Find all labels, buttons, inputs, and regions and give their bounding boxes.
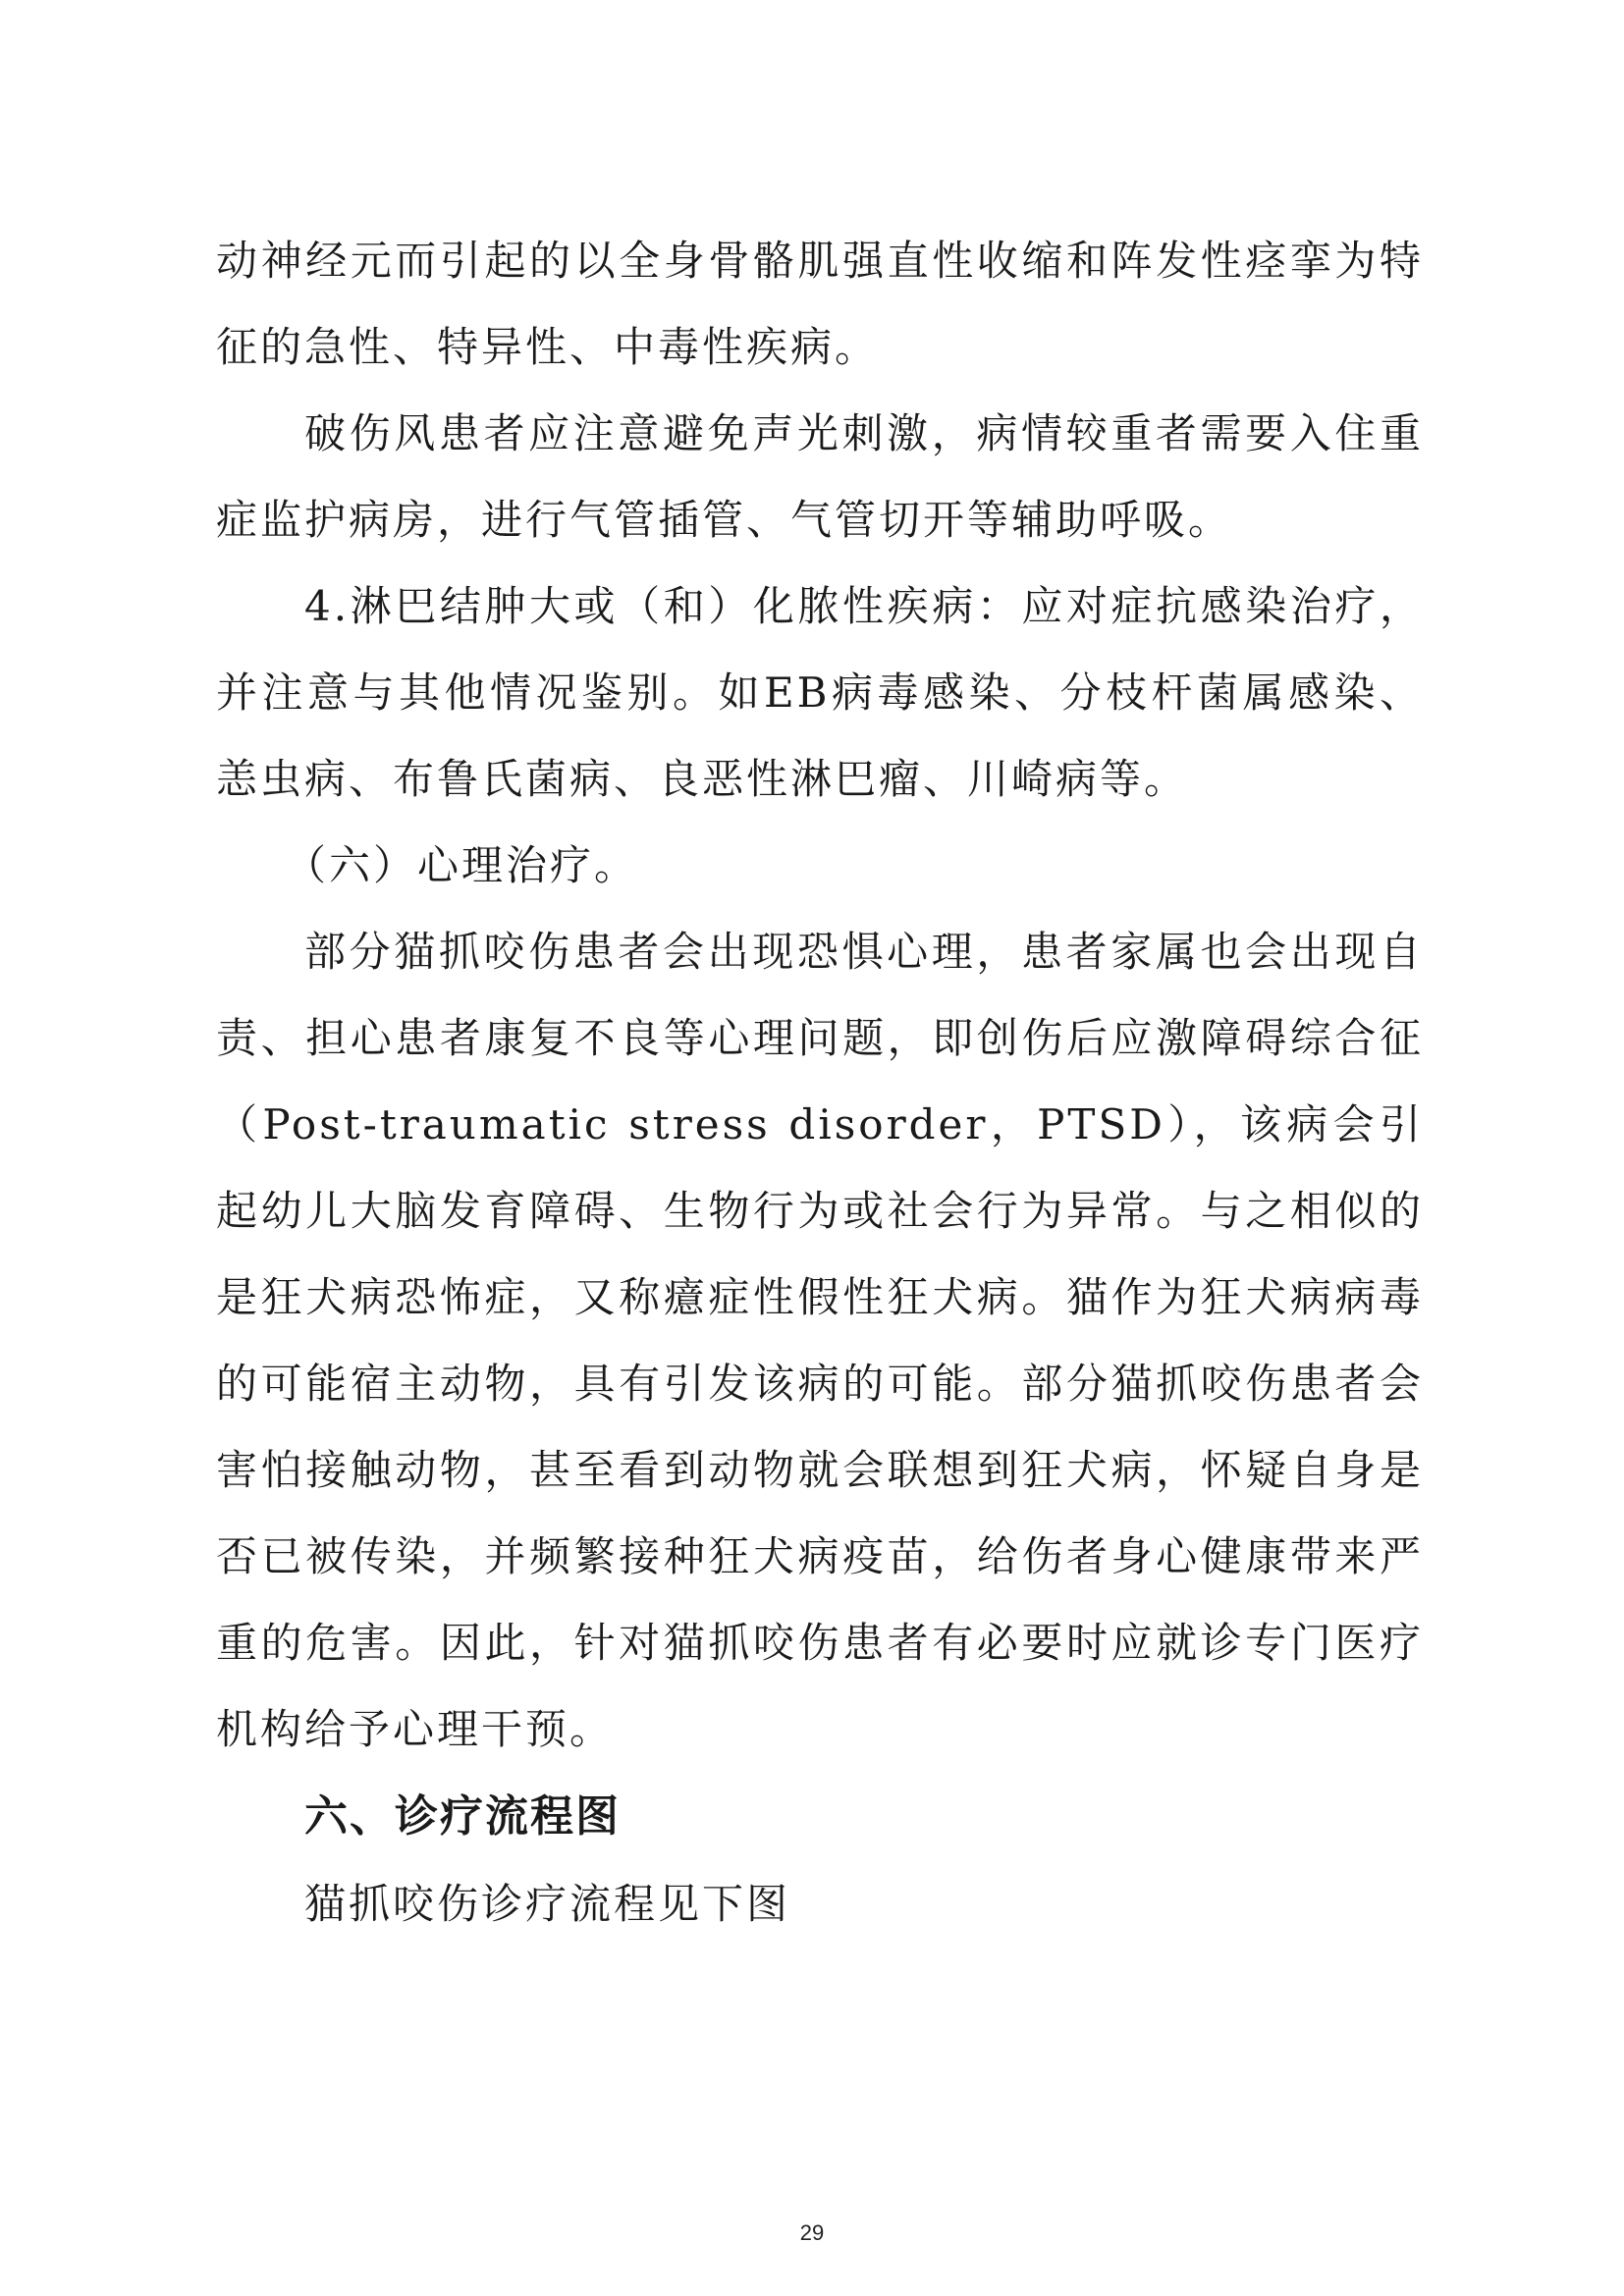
tetanus-care-paragraph: 破伤风患者应注意避免声光刺激，病情较重者需要入住重症监护病房，进行气管插管、气管切开等辅助呼吸。 [216, 409, 1424, 544]
page-number: 29 [799, 2220, 825, 2245]
psychological-treatment-paragraph: 部分猫抓咬伤患者会出现恐惧心理，患者家属也会出现自责、担心患者康复不良等心理问题，即创伤后应激障碍综合征（Post-traumatic stress disorder，PTSD），该病会引起幼儿大脑发育障碍、生物行为或社会行为异常。与之相似的是狂犬病恐怖症，又称癔症性假性狂犬病。猫作为狂犬病病毒的可能宿主动物，具有引发该病的可能。部分猫抓咬伤患者会害怕接触动物，甚至看到动物就会联想到狂犬病，怀疑自身是否已被传染，并频繁接种狂犬病疫苗，给伤者身心健康带来严重的危害。因此，针对猫抓咬伤患者有必要时应就诊专门医疗机构给予心理干预。 [216, 928, 1424, 1753]
lymph-node-paragraph: 4.淋巴结肿大或（和）化脓性疾病：应对症抗感染治疗，并注意与其他情况鉴别。如EB病毒感染、分枝杆菌属感染、恙虫病、布鲁氏菌病、良恶性淋巴瘤、川崎病等。 [216, 582, 1424, 803]
flowchart-section-heading: 六、诊疗流程图 [304, 1791, 621, 1842]
psychological-treatment-subheading: （六）心理治疗。 [285, 841, 639, 889]
page-body [216, 218, 1424, 1948]
tetanus-definition-paragraph: 动神经元而引起的以全身骨骼肌强直性收缩和阵发性痉挛为特征的急性、特异性、中毒性疾病。 [216, 237, 1424, 371]
flowchart-intro-text: 猫抓咬伤诊疗流程见下图 [304, 1880, 791, 1928]
